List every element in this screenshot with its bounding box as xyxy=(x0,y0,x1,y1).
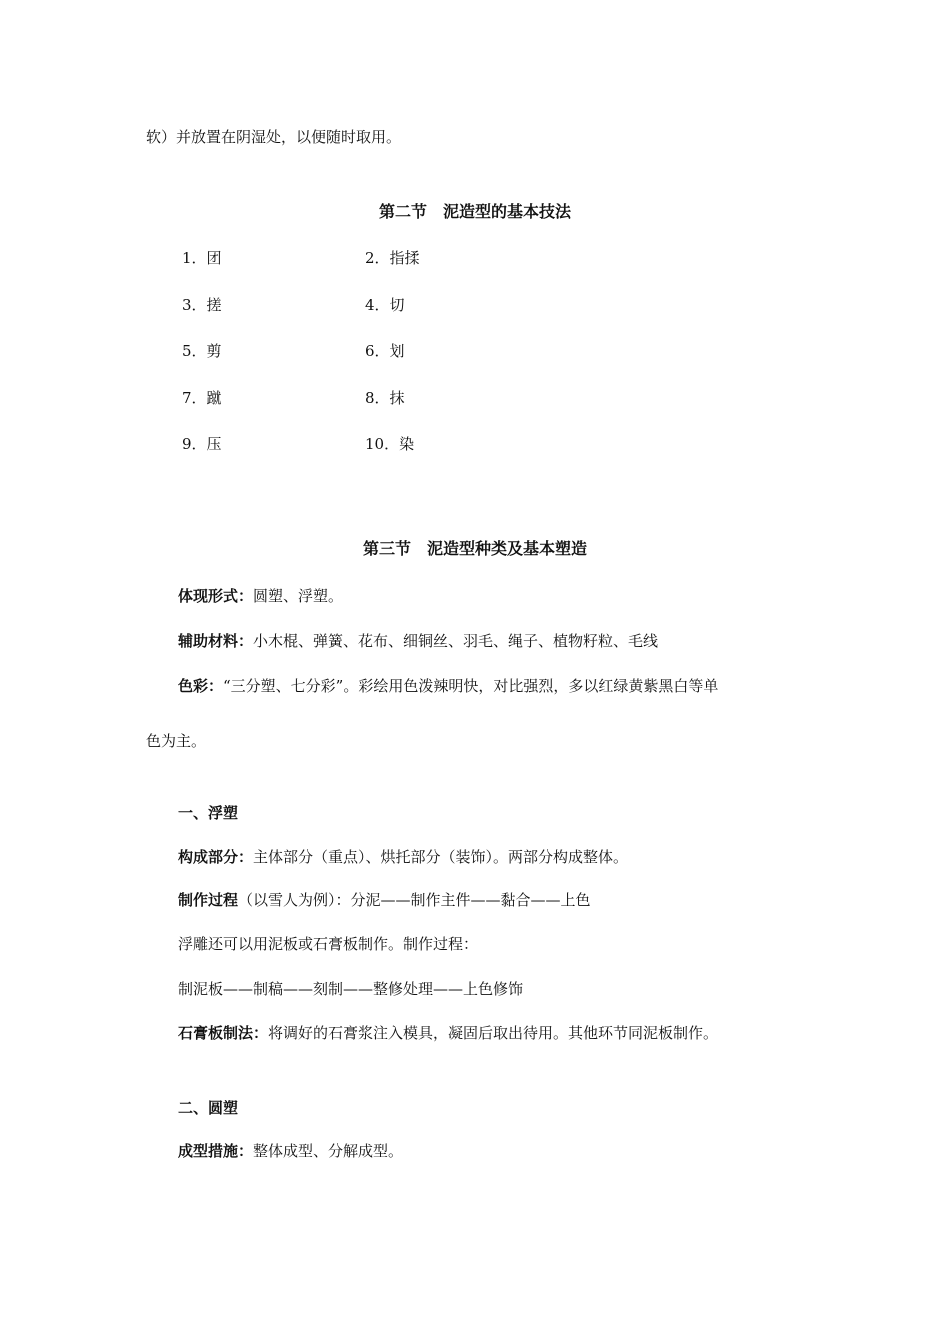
method-text: 整体成型、分解成型。 xyxy=(253,1142,404,1160)
technique-item: 3．搓 xyxy=(182,296,222,314)
technique-item: 5．剪 xyxy=(182,342,222,360)
composition-paragraph xyxy=(178,847,628,867)
round-title: 二、圆塑 xyxy=(178,1099,239,1117)
composition-label: 构成部分： xyxy=(178,848,254,866)
technique-item: 2．指揉 xyxy=(365,249,420,267)
materials-text: 小木棍、弹簧、花布、细铜丝、羽毛、绳子、植物籽粒、毛线 xyxy=(253,632,659,650)
composition-text: 主体部分（重点）、烘托部分（装饰）。两部分构成整体。 xyxy=(253,848,629,866)
color-text: “三分塑、七分彩”。彩绘用色泼辣明快，对比强烈，多以红绿黄紫黑白等单 xyxy=(223,677,719,695)
method-paragraph xyxy=(178,1141,403,1161)
technique-item: 7．蹴 xyxy=(182,389,222,407)
steps-paragraph: 制泥板——制稿——刻制——整修处理——上色修饰 xyxy=(178,980,524,998)
section2-title: 第二节 泥造型的基本技法 xyxy=(378,202,571,221)
plaster-paragraph xyxy=(178,1023,718,1043)
materials-label: 辅助材料： xyxy=(178,632,254,650)
plaster-text: 将调好的石膏浆注入模具，凝固后取出待用。其他环节同泥板制作。 xyxy=(268,1024,719,1042)
method-label: 成型措施： xyxy=(178,1142,254,1160)
color-label: 色彩： xyxy=(178,677,224,695)
technique-item: 10．染 xyxy=(365,435,415,453)
technique-item: 4．切 xyxy=(365,296,405,314)
technique-item: 9．压 xyxy=(182,435,222,453)
color-text-continued: 色为主。 xyxy=(146,732,207,750)
process-label: 制作过程 xyxy=(178,891,239,909)
relief-title: 一、浮塑 xyxy=(178,804,239,822)
color-paragraph xyxy=(178,676,718,696)
materials-paragraph xyxy=(178,631,658,651)
intro-text: 软）并放置在阴湿处，以便随时取用。 xyxy=(146,128,402,146)
forms-text: 圆塑、浮塑。 xyxy=(253,587,344,605)
technique-item: 6．划 xyxy=(365,342,405,360)
process-paragraph xyxy=(178,890,591,910)
forms-paragraph xyxy=(178,586,343,606)
carving-paragraph: 浮雕还可以用泥板或石膏板制作。制作过程： xyxy=(178,935,479,953)
forms-label: 体现形式： xyxy=(178,587,254,605)
technique-item: 8．抹 xyxy=(365,389,405,407)
process-text: （以雪人为例）：分泥——制作主件——黏合——上色 xyxy=(238,891,591,909)
plaster-label: 石膏板制法： xyxy=(178,1024,269,1042)
technique-item: 1．团 xyxy=(182,249,222,267)
section3-title: 第三节 泥造型种类及基本塑造 xyxy=(362,539,587,558)
